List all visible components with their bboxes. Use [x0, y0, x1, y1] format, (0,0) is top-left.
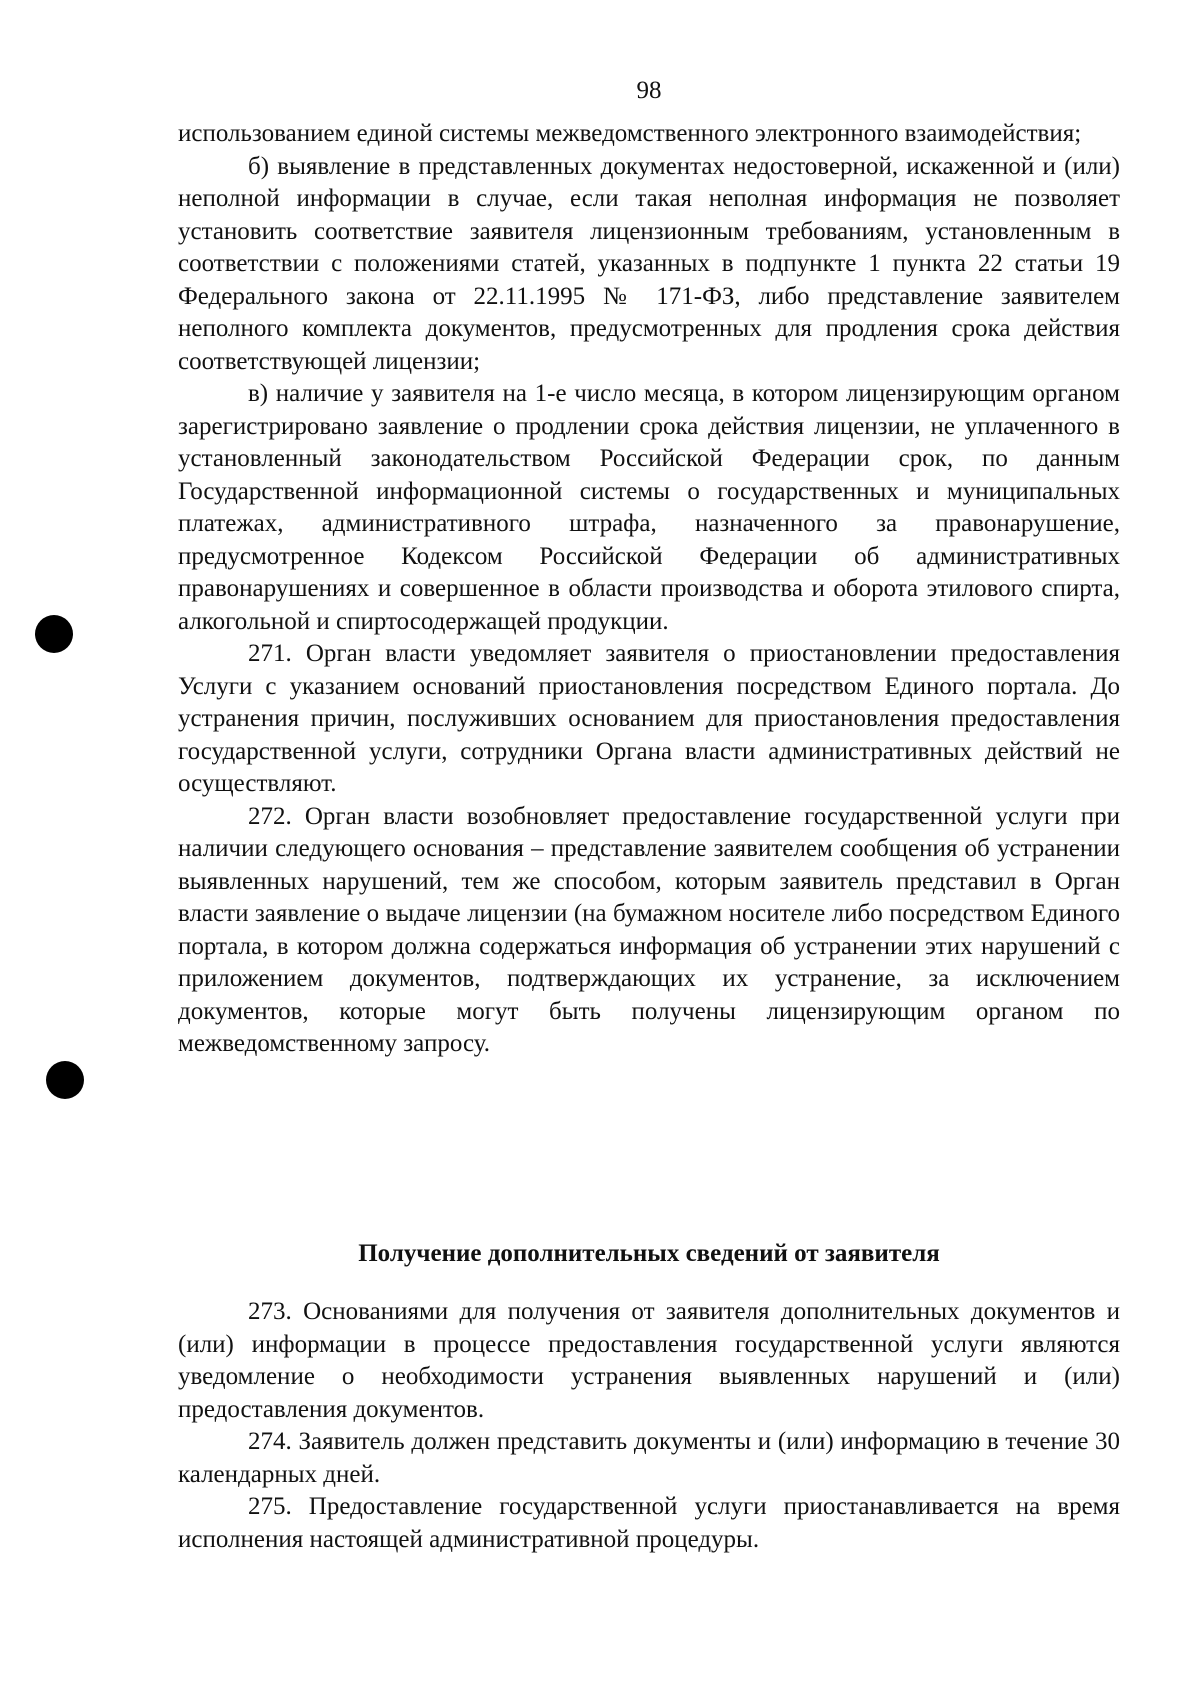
paragraph: б) выявление в представленных документах недостоверной, искаженной и (или) неполной информации в случае, если такая неполная информация не позволяет установить соответствие заявителя лицензионным требованиям, установленным в соответствии с положениями статей, указанных в подпункте 1 пункта 22 статьи 19 Федерального закона от 22.11.1995 № 171-ФЗ, либо представление заявителем неполного комплекта документов, предусмотренных для продления срока действия соответствующей лицензии; — [178, 152, 1120, 375]
body-text-bottom — [178, 1296, 1120, 1556]
paragraph: использованием единой системы межведомственного электронного взаимодействия; — [178, 120, 1082, 147]
paragraph: в) наличие у заявителя на 1-е число месяца, в котором лицензирующим органом зарегистрировано заявление о продлении срока действия лицензии, не уплаченного в установленный законодательством Российской Федерации срок, по данным Государственной информационной системы о государственных и муниципальных платежах, административного штрафа, назначенного за правонарушение, предусмотренное Кодексом Российской Федерации об административных правонарушениях и совершенное в области производства и оборота этилового спирта, алкогольной и спиртосодержащей продукции. — [178, 380, 1120, 635]
paragraph: 273. Основаниями для получения от заявителя дополнительных документов и (или) информации в процессе предоставления государственной услуги являются уведомление о необходимости устранения выявленных нарушений и (или) предоставления документов. — [178, 1298, 1120, 1423]
paragraph: 274. Заявитель должен представить документы и (или) информацию в течение 30 календарных дней. — [178, 1428, 1120, 1488]
paragraph: 271. Орган власти уведомляет заявителя о приостановлении предоставления Услуги с указанием оснований приостановления посредством Единого портала. До устранения причин, послуживших основанием для приостановления предоставления государственной услуги, сотрудники Органа власти административных действий не осуществляют. — [178, 640, 1120, 797]
section-heading: Получение дополнительных сведений от заявителя — [358, 1240, 940, 1267]
paragraph: 272. Орган власти возобновляет предоставление государственной услуги при наличии следующего основания – представление заявителем сообщения об устранении выявленных нарушений, тем же способом, которым заявитель представил в Орган власти заявление о выдаче лицензии (на бумажном носителе либо посредством Единого портала, в котором должна содержаться информация об устранении этих нарушений с приложением документов, подтверждающих их устранение, за исключением документов, которые могут быть получены лицензирующим органом по межведомственному запросу. — [178, 802, 1120, 1057]
paragraph: 275. Предоставление государственной услуги приостанавливается на время исполнения настоящей административной процедуры. — [178, 1493, 1120, 1553]
page-number: 98 — [636, 77, 662, 104]
body-text-top — [178, 118, 1120, 1061]
punch-hole — [46, 1061, 84, 1099]
punch-hole — [35, 615, 73, 653]
